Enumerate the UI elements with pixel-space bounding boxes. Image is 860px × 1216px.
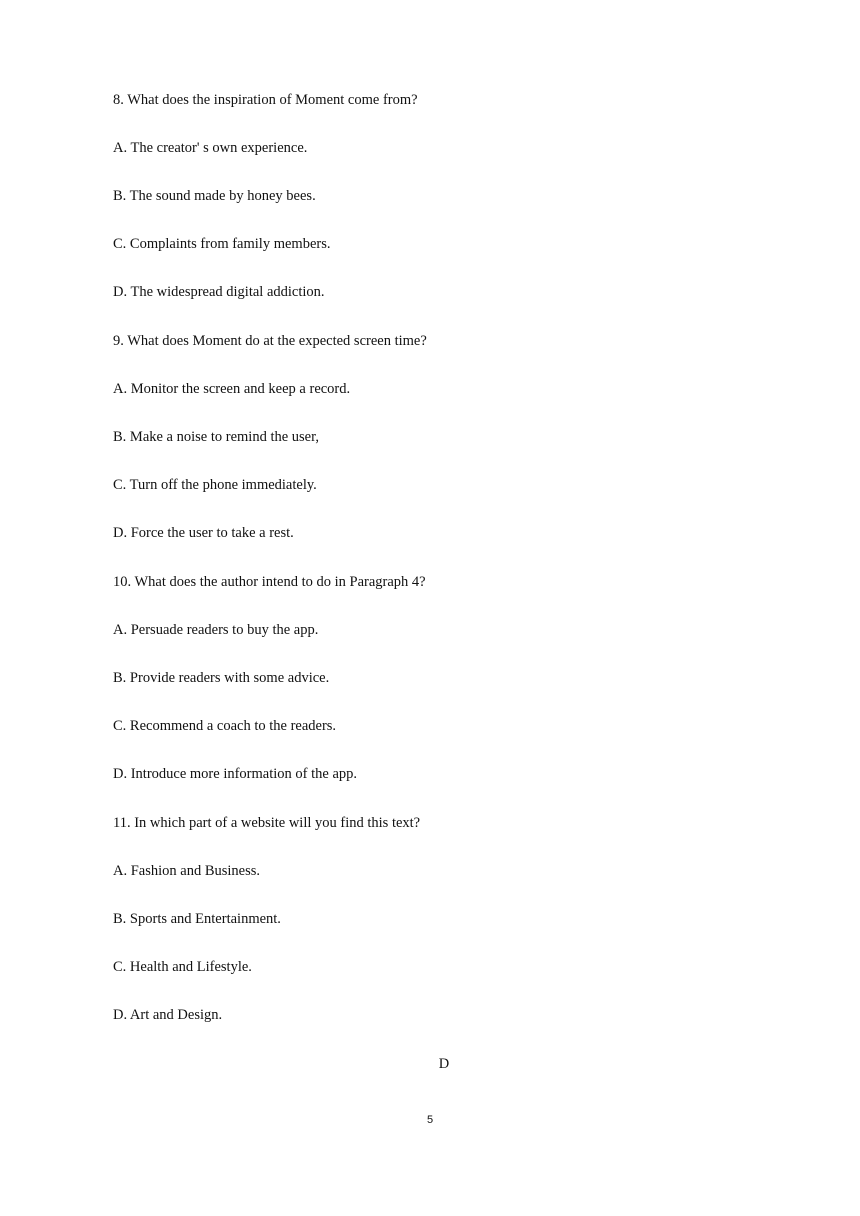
question-8-option-d: D. The widespread digital addiction. — [113, 284, 325, 300]
question-10-option-c: C. Recommend a coach to the readers. — [113, 718, 337, 734]
question-10-option-d: D. Introduce more information of the app. — [113, 766, 358, 782]
question-9-option-d: D. Force the user to take a rest. — [113, 525, 294, 541]
question-11-option-d: D. Art and Design. — [113, 1007, 223, 1023]
question-9-option-c: C. Turn off the phone immediately. — [113, 477, 317, 493]
question-10-option-b: B. Provide readers with some advice. — [113, 670, 330, 686]
question-11-stem: 11. In which part of a website will you find this text? — [113, 815, 421, 831]
question-8-option-c: C. Complaints from family members. — [113, 236, 331, 252]
section-letter-heading: D — [438, 1056, 450, 1072]
question-11-option-a: A. Fashion and Business. — [113, 863, 261, 879]
question-9-option-a: A. Monitor the screen and keep a record. — [113, 381, 351, 397]
question-9-stem: 9. What does Moment do at the expected screen time? — [113, 333, 427, 349]
question-11-option-b: B. Sports and Entertainment. — [113, 911, 281, 927]
question-10-stem: 10. What does the author intend to do in Paragraph 4? — [113, 574, 426, 590]
question-8-option-a: A. The creator' s own experience. — [113, 140, 308, 156]
question-8-option-b: B. The sound made by honey bees. — [113, 188, 316, 204]
question-10-option-a: A. Persuade readers to buy the app. — [113, 622, 319, 638]
page-number: 5 — [426, 1114, 434, 1126]
question-9-option-b: B. Make a noise to remind the user, — [113, 429, 319, 445]
question-11-option-c: C. Health and Lifestyle. — [113, 959, 252, 975]
question-8-stem: 8. What does the inspiration of Moment come from? — [113, 92, 418, 108]
